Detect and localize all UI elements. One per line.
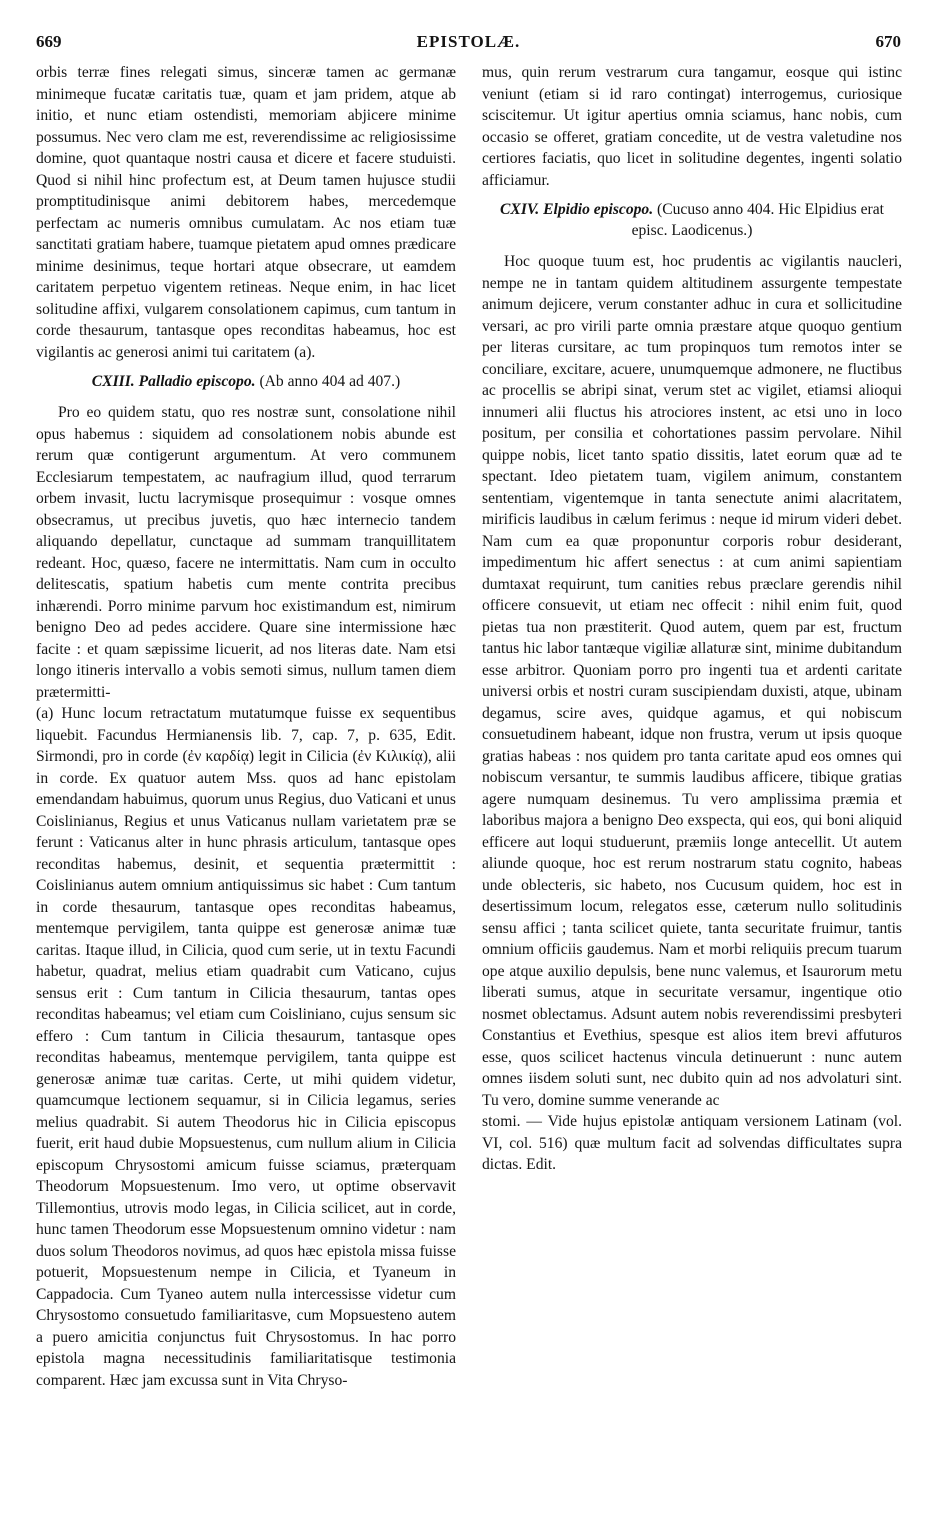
letter-date: (Cucuso anno 404. Hic Elpidius erat episc. Laodicenus.) — [631, 201, 884, 239]
running-head — [36, 32, 901, 56]
left-column — [36, 62, 456, 1391]
letter-number: CXIV. — [500, 201, 540, 218]
page-number-left: 669 — [36, 32, 62, 51]
footnote-continuation: stomi. — Vide hujus epistolæ antiquam versionem Latinam (vol. VI, col. 516) quæ multum facit ad solvendas difficultates supra dictas. Edit. — [482, 1113, 902, 1173]
running-title: EPISTOLÆ. — [416, 32, 521, 51]
right-continuation-text: mus, quin rerum vestrarum cura tangamur, eosque qui istinc veniunt (etiam si id raro contingat) interrogemus, curiosique sciscitemur. Ut igitur apertius omnia sciamus, hanc nobis, cum occasio se offeret, gratiam concedite, ut de vestra valetudine nos certiores faciatis, quo licet in solitudine degentes, ingenti solatio afficiamur. — [482, 64, 902, 189]
letter-heading-cxiv — [482, 199, 902, 241]
letter-number: CXIII. — [91, 373, 135, 390]
letter-body-cxiii: Pro eo quidem statu, quo res nostræ sunt, consolatione nihil opus habemus : siquidem ad consolationem nobis abunde est rerum quæ contigerunt argumentum. At vero communem Ecclesiarum tempestatem, ac naufragium illud, quod terrarum orbem invasit, luctu lacrymisque prosequimur : vosque omnes obsecramus, ut precibus juvetis, quo hæc internecio tandem aliquando depellatur, cunctaque ad summam tranquillitatem redeant. Hoc, quæso, facere ne intermittatis. Nam cum in occulto delitescatis, spatium habetis cum mente contrita precibus inhærendi. Porro minime parvum hoc existimandum est, nimirum benigno Deo ad pedes accidere. Quare sine intermissione hæc facite : et quam sæpissime licuerit, ad nos literas date. Nam etsi longo itineris intervallo a vobis semoti simus, nullum tamen diem prætermitti- — [36, 404, 456, 701]
right-column — [482, 62, 902, 1176]
letter-body-cxiv: Hoc quoque tuum est, hoc prudentis ac vigilantis naucleri, nempe ne in tantam quidem altitudinem assurgente tempestate animum dejicere, verum constanter adhuc in cura et sollicitudine versari, ac pro virili parte omnia præstare atque quoquo gentium per literas cursitare, ac tum propinquos tum remotos inter se conciliare, excitare, acuere, unumquemque admonere, ne fluctibus ac procellis se abripi sinat, verum stet ac vigilet, etiamsi alioqui innumeri alii fluctus his atrociores instent, ac etsi uno in loco positum, per consilia et cohortationes passim pervolare. Nihil quippe nobis, licet tanto spatio dissitis, latet eorum quæ ad te spectant. Ideo pietatem tuam, vigilem animum, constantem sententiam, vigentemque in tanta senectute animi alacritatem, mirificis laudibus in cælum ferimus : neque id mirum videri debet. Nam cum ea quæ proponuntur corporis robur desiderant, impedimentum hic affert senectus : at cum animi sapientiam dumtaxat requirunt, tum canities rebus præclare gerendis nihil officere consuevit, ut etiam nec offecit : nihil enim fuit, quod pietas tua non præstiterit. Quod autem, quem par est, fructum tantus hic labor tantæque vigiliæ allaturæ sint, minime dubitandum esse arbitror. Quoniam porro pro ingenti tua et ardenti caritate universi orbis et nostri curam suscipiendam duxisti, atque, ubinam degamus, scire aves, quidque agamus, et qui nobiscum consuetudinem habeant, idque non frustra, verum ut ipsis quoque gratias habeas : nos quidem pro tanta caritate apud eos omnes qui nobiscum versantur, te summis laudibus afficere, tibique gratias agere numquam desinemus. Tu vero amplissima præmia et laboribus majora a benigno Deo exspecta, qui eos, qui boni aliquid efficere aut loqui studuerunt, præmiis longe antecellit. Ut autem aliunde quoque, hoc est rerum nostrarum statu cognito, habeas unde oblecteris, sic habeto, nos Cucusum quidem, hoc est in desertissimum locum, relegatos esse, cæterum nullo solitudinis sensu affici ; tanta scilicet quiete, tanta securitate fruimur, tantis omnium officiis gaudemus. Nam et morbi reliquiis precum tuarum ope atque auxilio depulsis, bene nunc valemus, et Isaurorum metu liberati sumus, atque in securitate versamur, ingentique otio nosmet oblectamus. Adsunt autem nobis reverendissimi presbyteri Constantius et Evethius, spesque est alios item brevi affuturos esse, quos scilicet hactenus vincula detinuerunt : nunc autem omnes iisdem soluti sunt, nec dubito quin ad nos advolaturi sint. Tu vero, domine summe venerande ac — [482, 253, 902, 1109]
letter-recipient: Palladio episcopo. — [138, 373, 256, 390]
letter-recipient: Elpidio episcopo. — [543, 201, 654, 218]
left-continuation-text: orbis terræ fines relegati simus, sinceræ tamen ac germanæ minimeque fucatæ caritatis tuæ, quam et jam pridem, atque ab initio, et nunc etiam ostendisti, memoriam abjicere minime possumus. Nec vero clam me est, reverendissime ac religiosissime domine, quot quantaque nostri causa et dicere et facere studuisti. Quod si nihil hinc profectum est, at Deum tamen hujusce studii promptitudinisque animi debitorem habes, mercedemque perfectam ac numeris omnibus cumulatam. Ac nos etiam tuæ sanctitati gratiam habere, tuamque pietatem apud omnes prædicare minime desinimus, teque hortari atque obsecrare, ut eamdem caritatem perpetuo vigentem retineas. Neque enim, in hac licet solitudine affixi, vulgarem consolationem capimus, cum tantum in corde thesaurum, tantasque opes reconditas habeamus, hoc est vigilantis ac generosi animi tui caritatem (a). — [36, 64, 456, 361]
letter-date: (Ab anno 404 ad 407.) — [259, 373, 401, 390]
letter-heading-cxiii — [36, 371, 456, 392]
page-number-right: 670 — [875, 32, 901, 51]
footnote-a: (a) Hunc locum retractatum mutatumque fuisse ex sequentibus liquebit. Facundus Hermianensis lib. 7, cap. 7, p. 635, Edit. Sirmondi, pro in corde (ἐν καρδίᾳ) legit in Cilicia (ἐν Κιλικίᾳ), alii in corde. Ex quatuor autem Mss. quos ad hanc epistolam emendandam habuimus, quorum unus Regius, duo Vaticani et unus Coislinianus, Regius et unus Vaticanus nullam varietatem præ se ferunt : Vaticanus alter in hunc phrasis articulum, tantasque opes reconditas habemus, desinit, et sequentia prætermittit : Coislinianus autem omnium antiquissimus sic habet : Cum tantum in corde thesaurum, tantasque opes reconditas habeamus, mentemque pervigilem, tanta quippe est generosæ animæ tuæ caritas. Itaque illud, in Cilicia, quod cum serie, ut in textu Facundi habetur, quadrat, melius etiam quadrabit cum Vaticano, cujus sensus erit : Cum tantum in Cilicia thesaurum, tantas opes reconditas habeamus; vel etiam cum Coisliniano, cujus sensum sic effero : Cum tantum in Cilicia thesaurum, tantasque opes reconditas habeamus, mentemque pervigilem, tanta quippe est generosæ animæ tuæ caritas. Certe, ut mihi quidem videtur, quamcumque lectionem sequamur, si in Cilicia legamus, series melius quadrabit. Si autem Theodorus hic in Cilicia episcopus fuerit, erit haud dubie Mopsuestenus, cum nullum alium in Cilicia episcopum Chrysostomi amicum fuisse sciamus, præterquam Theodorum Mopsuestenum. Imo vero, ut optime observavit Tillemontius, utrovis modo legas, in Cilicia scilicet, aut in corde, hunc tamen Theodorum esse Mopsuestenum omnino videtur : nam duos solum Theodoros novimus, ad quos hæc epistola missa fuisse potuerit, Mopsuestenum nempe in Cilicia, et Tyaneum in Cappadocia. Cum Tyaneo autem nulla intercessisse videtur cum Chrysostomo consuetudo familiaritasve, cum Mopsuesteno autem a puero amicitia conjunctus fuit Chrysostomus. In hac porro epistola magna necessitudinis familiaritatisque testimonia comparent. Hæc jam excussa sunt in Vita Chryso- — [36, 705, 456, 1389]
